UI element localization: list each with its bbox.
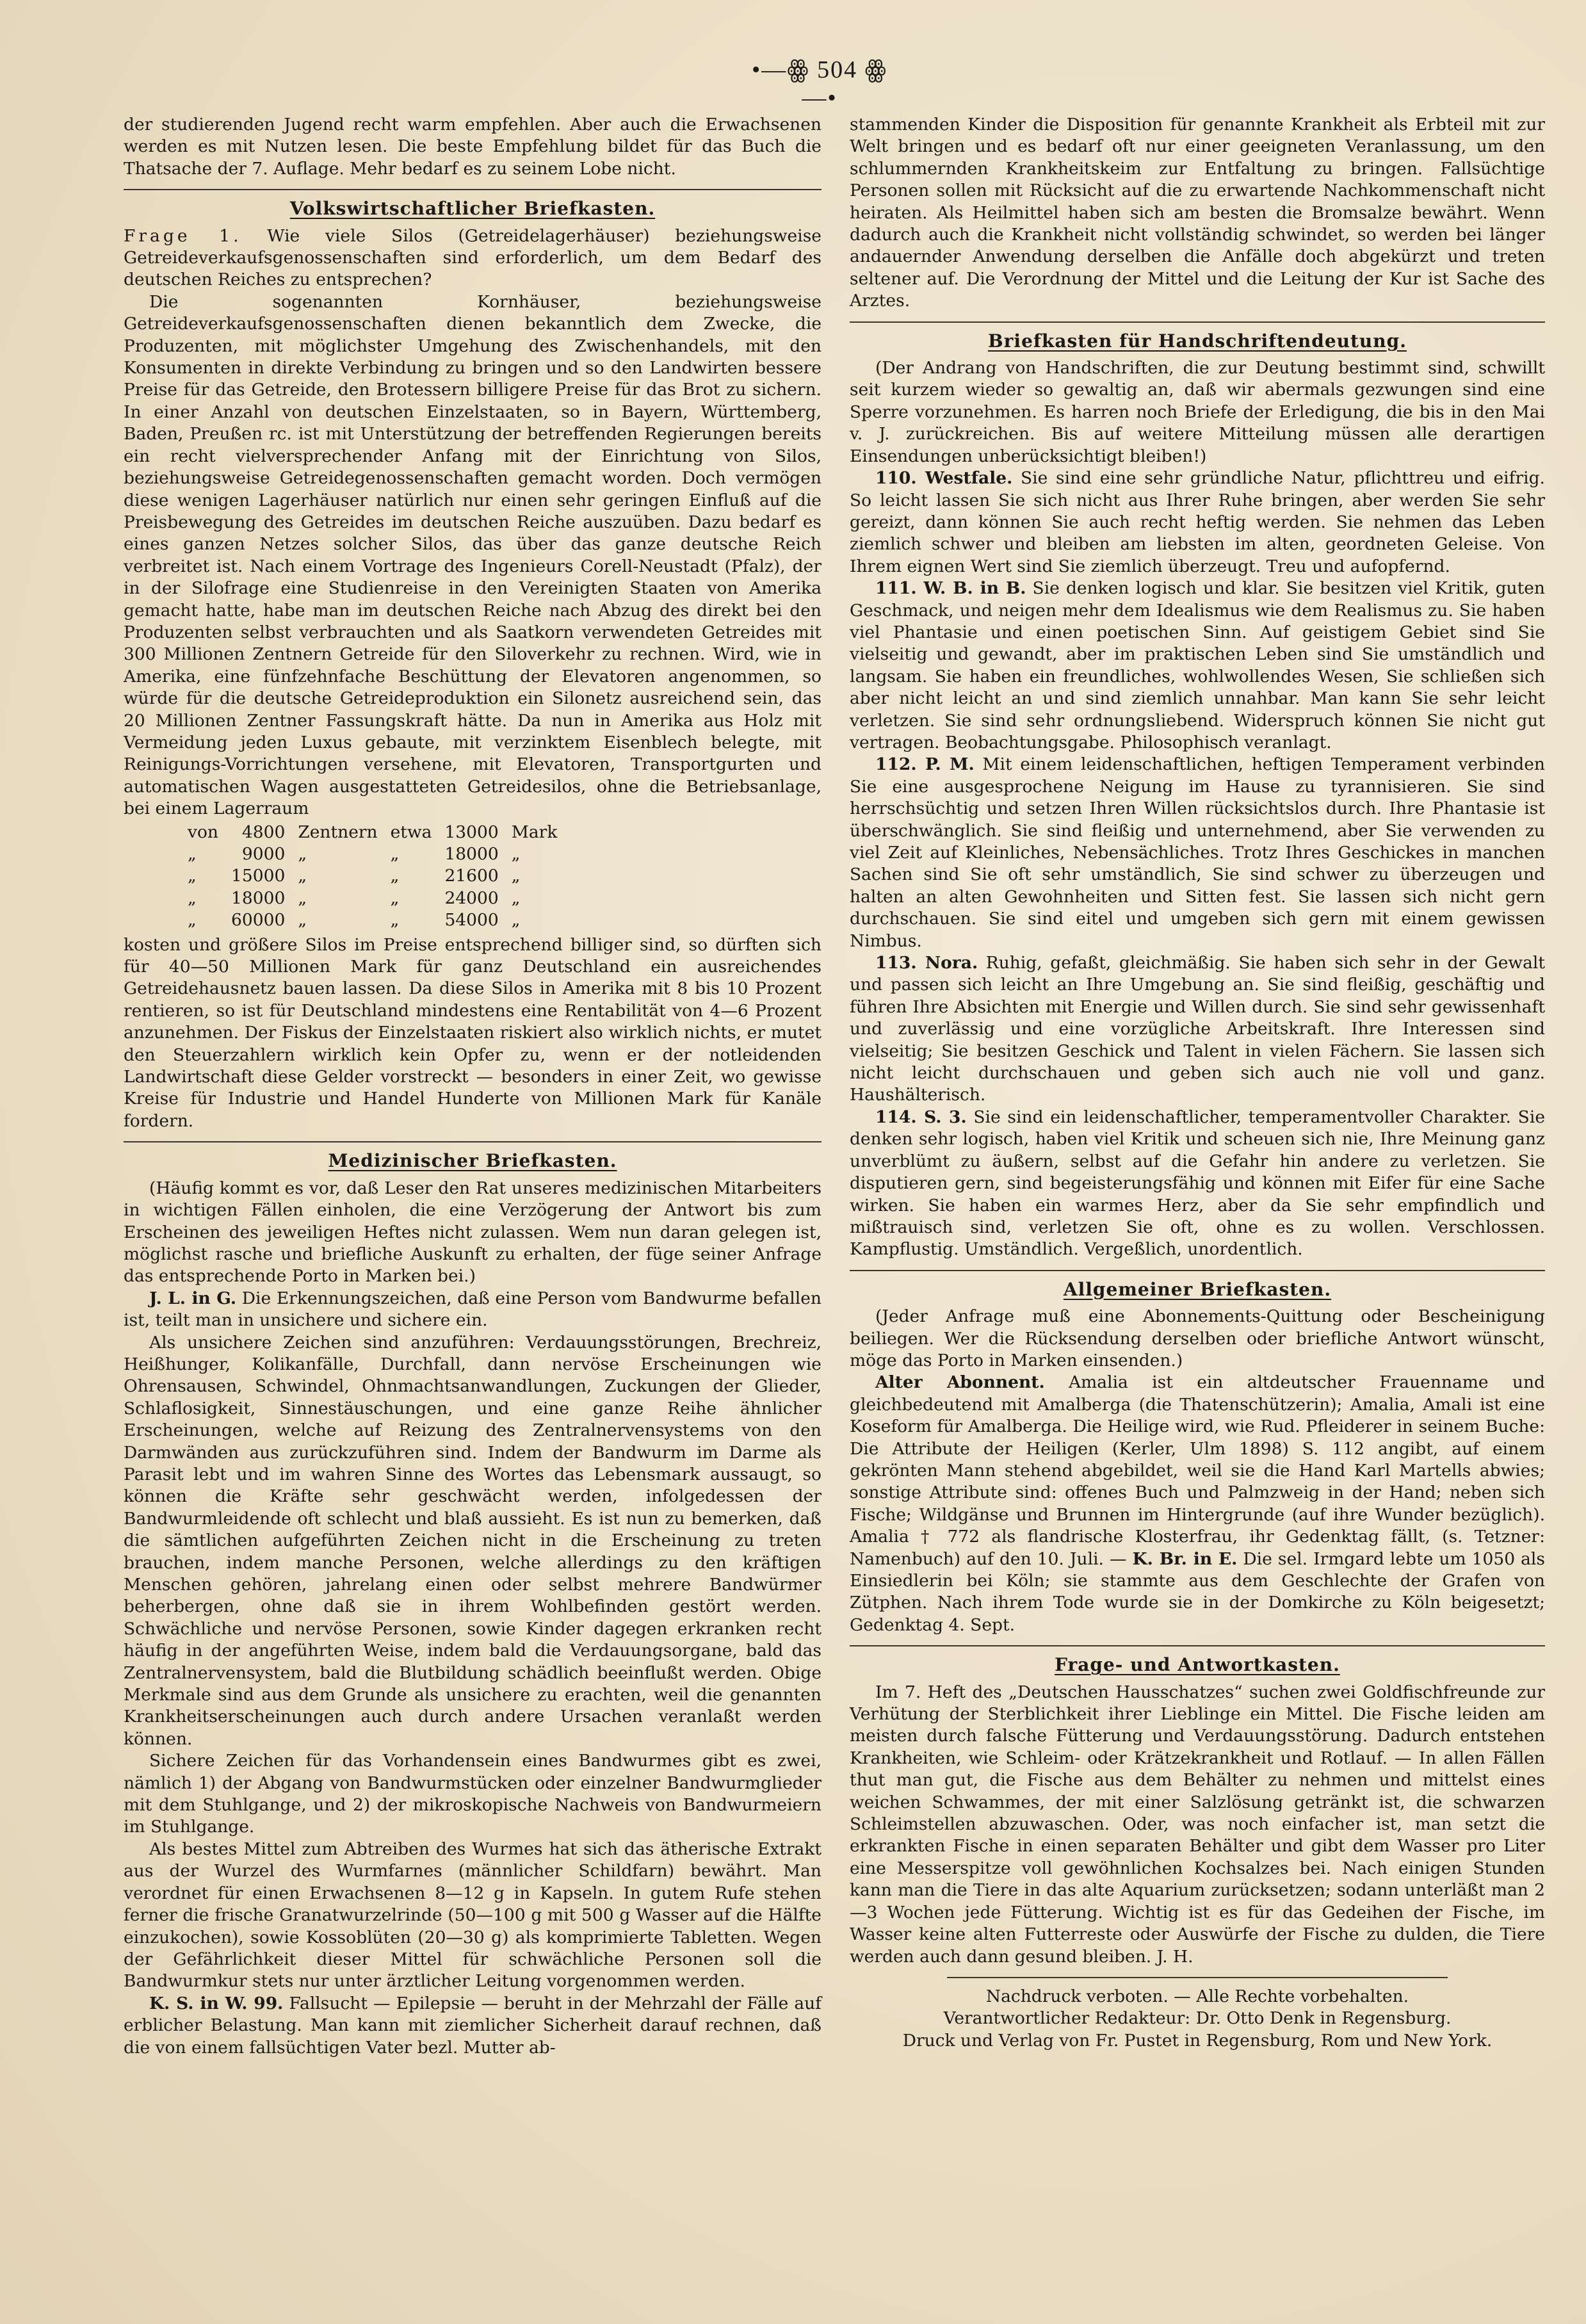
price-cell: von [188, 822, 218, 842]
entry-label: 113. Nora. [875, 953, 978, 973]
correspondent-label: Alter Abonnent. [875, 1372, 1045, 1393]
silo-price-table [181, 822, 563, 932]
price-cell: „ [188, 844, 197, 864]
price-cell: „ [298, 844, 307, 864]
price-cell: „ [298, 888, 307, 908]
section-divider [124, 1141, 821, 1142]
price-cell: 18000 [231, 888, 286, 908]
section-divider [850, 1270, 1545, 1271]
left-column [124, 114, 821, 2059]
entry-text: Ruhig, gefaßt, gleichmäßig. Sie haben sich sehr in der Gewalt und passen sich leicht an Ihre Umgebung an. Sie sind fleißig, geschäftig und führen Ihre Absichten mit Energie und Willen durch. Sie sind sehr gewissenhaft und zuverlässig und eine vorzügliche Arbeitskraft. Ihre Interessen sind vielseitig; Sie besitzen Geschick und Talent in vielen Fächern. Sie lassen sich nicht leicht durchschauen und geben sich auch nie voll und ganz. Haushälterisch. [850, 953, 1545, 1105]
price-cell: „ [188, 888, 197, 908]
correspondent-label-2: K. Br. in E. [1132, 1548, 1238, 1569]
price-cell: 15000 [231, 866, 286, 886]
price-cell: „ [390, 910, 400, 930]
question-text: Wie viele Silos (Getreidelagerhäuser) beziehungsweise Getreideverkaufsgenossenschaften sind erforderlich, um dem Bedarf des deutschen Reiches zu entsprechen? [124, 225, 821, 290]
page-number [749, 55, 890, 112]
correspondent-text: Amalia ist ein altdeutscher Frauenname und gleichbedeutend mit Amalberga (die Thatenschützerin); Amalia, Amali ist eine Koseform für Amalberga. Die Heilige wird, wie Rud. Pfleiderer in seinem Buche: Die Attribute der Heiligen (Kerler, Ulm 1898) S. 112 angibt, auf einem gekrönten Mann stehend abgebildet, weil sie die Hand Karl Martells abwies; sonstige Attribute sind: offenes Buch und Palmzweig in der Hand; neben sich Fische; Wildgänse und Brunnen im Hintergrunde (auf ihre Wunder bezüglich). Amalia † 772 als flandrische Klosterfrau, ihr Gedenktag fällt, (s. Tetzner: Namenbuch) auf den 10. Juli. — [850, 1372, 1545, 1569]
page-number-ornament-right: ꙮ—• [802, 56, 888, 111]
price-cell: „ [298, 910, 307, 930]
entry-label: 110. Westfale. [875, 468, 1013, 489]
section-title-volkswirtschaft: Volkswirtschaftlicher Briefkasten. [289, 198, 656, 220]
entry-text: Sie sind ein leidenschaftlicher, temperamentvoller Charakter. Sie denken sehr logisch, haben viel Kritik und scheuen sich nie, Ihre Meinung ganz unverblümt zu äußern, selbst auf die Gefahr hin andere zu verletzen. Sie disputieren gern, sind begeisterungsfähig und können mit Eifer für eine Sache wirken. Sie haben ein warmes Herz, aber da Sie sehr empfindlich und mißtrauisch sind, verletzen Sie oft, ohne es zu wollen. Verschlossen. Kampflustig. Umständlich. Vergeßlich, unordentlich. [850, 1107, 1545, 1260]
price-cell: 13000 [444, 822, 499, 842]
correspondent-text: Die Erkennungszeichen, daß eine Person vom Bandwurme befallen ist, teilt man in unsichere und sichere ein. [124, 1288, 821, 1331]
intro-paragraph: der studierenden Jugend recht warm empfehlen. Aber auch die Erwachsenen werden es mit Nutzen lesen. Die beste Empfehlung bildet für das Buch die Thatsache der 7. Auflage. Mehr bedarf es zu seinem Lobe nicht. [124, 115, 821, 179]
entry-label: 112. P. M. [875, 754, 975, 775]
medical-paragraph-sichere: Sichere Zeichen für das Vorhandensein eines Bandwurmes gibt es zwei, nämlich 1) der Abgang von Bandwurmstücken oder einzelner Bandwurmglieder mit dem Stuhlgange, und 2) der mikroskopische Nachweis von Bandwurmeiern im Stuhlgange. [124, 1751, 821, 1837]
correspondent-text: Fallsucht — Epilepsie — beruht in der Mehrzahl der Fälle auf erblicher Belastung. Man kann mit ziemlicher Sicherheit darauf rechnen, daß die von einem fallsüchtigen Vater bezl. Mutter ab- [124, 1993, 821, 2058]
general-notice: (Jeder Anfrage muß eine Abonnements-Quittung oder Bescheinigung beiliegen. Wer die Rücksendung derselben oder briefliche Antwort wünscht, möge das Porto in Marken einsenden.) [850, 1306, 1545, 1370]
price-row [181, 909, 563, 931]
price-cell: 21600 [444, 866, 499, 886]
entry-text: Sie denken logisch und klar. Sie besitzen viel Kritik, guten Geschmack, und neigen mehr dem Idealismus wie dem Realismus zu. Sie haben viel Phantasie und einen poetischen Sinn. Auf geistigem Gebiet sind Sie vielseitig und gewandt, aber im praktischen Leben sind Sie umständlich und langsam. Sie haben ein freundliches, wohlwollendes Wesen, Sie schließen sich aber nicht leicht an und sind ziemlich unnahbar. Man kann Sie sehr leicht verletzen. Sie sind sehr ordnungsliebend. Widerspruch können Sie nicht gut vertragen. Beobachtungsgabe. Philosophisch veranlagt. [850, 578, 1545, 752]
medical-notice: (Häufig kommt es vor, daß Leser den Rat unseres medizinischen Mitarbeiters in wichtigen Fällen einholen, die eine Verzögerung der Antwort bis zum Erscheinen des jeweiligen Heftes nicht zulassen. Wem nun daran gelegen ist, möglichst rasche und briefliche Auskunft zu erhalten, der füge seiner Anfrage das entsprechende Porto in Marken bei.) [124, 1178, 821, 1287]
handwriting-entry-111 [850, 578, 1545, 754]
section-title-frage-antwort: Frage- und Antwortkasten. [1055, 1654, 1340, 1676]
price-cell: 24000 [444, 888, 499, 908]
price-cell: Zentnern [298, 822, 378, 842]
price-cell: „ [511, 888, 521, 908]
price-cell: „ [188, 866, 197, 886]
imprint-publisher: Druck und Verlag von Fr. Pustet in Regensburg, Rom und New York. [902, 2030, 1493, 2051]
medical-paragraph-unsichere: Als unsichere Zeichen sind anzuführen: Verdauungsstörungen, Brechreiz, Heißhunger, Kolikanfälle, Durchfall, dann nervöse Erscheinungen wie Ohrensausen, Schwindel, Ohnmachtsanwandlungen, Zuckungen der Glieder, Schlaflosigkeit, Sinnestäuschungen, und eine ganze Reihe ähnlicher Erscheinungen, welche auf Reizung des Zentralnervensystems von den Darmwänden aus zurückzuführen sind. Indem der Bandwurm im Darme als Parasit lebt und im wahren Sinne des Wortes das Lebensmark aussaugt, so können die Kräfte sehr geschwächt werden, infolgedessen der Bandwurmleidende oft schlecht und blaß aussieht. Es ist nun zu bemerken, daß die sämtlichen aufgeführten Zeichen nicht in die Erscheinung zu treten brauchen, indem manche Personen, welche allerdings zu den kräftigen Menschen gehören, jahrelang einen oder selbst mehrere Bandwürmer beherbergen, ohne daß sie in ihrem Wohlbefinden gestört werden. Schwächliche und nervöse Personen, sowie Kinder dagegen erkranken recht häufig in der angeführten Weise, indem bald die Verdauungsorgane, bald das Zentralnervensystem, bald die Blutbildung schädlich beeinflußt werden. Obige Merkmale sind aus dem Grunde als unsichere zu erachten, weil die genannten Krankheitserscheinungen auch durch andere Ursachen veranlaßt werden können. [124, 1332, 821, 1749]
correspondent-text-2: Die sel. Irmgard lebte um 1050 als Einsiedlerin bei Köln; sie stammte aus dem Geschlechte der Grafen von Zütphen. Nach ihrem Tode wurde sie in der Domkirche zu Köln beigesetzt; Gedenktag 4. Sept. [850, 1548, 1546, 1635]
price-cell: „ [511, 844, 521, 864]
section-divider [850, 1645, 1545, 1646]
price-cell: 54000 [444, 910, 499, 930]
answer-paragraph: Die sogenannten Kornhäuser, beziehungsweise Getreideverkaufsgenossenschaften dienen bekanntlich dem Zwecke, die Produzenten, mit möglichster Umgehung des Zwischenhandels, mit den Konsumenten in direkte Verbindung zu bringen und so den Landwirten bessere Preise für das Getreide, den Brotessern billigere Preise für das Brot zu sichern. In einer Anzahl von deutschen Einzelstaaten, so in Bayern, Württemberg, Baden, Preußen rc. ist mit Unterstützung der betreffenden Regierungen bereits ein recht vielversprechender Anfang mit der Einrichtung von Silos, beziehungsweise Getreidegenossenschaften gemacht worden. Doch vermögen diese wenigen Lagerhäuser natürlich nur einen sehr geringen Einfluß auf die Preisbewegung des Getreides im deutschen Reiche auszuüben. Dazu bedarf es eines ganzen Netzes solcher Silos, das über das ganze deutsche Reich verbreitet ist. Nach einem Vortrage des Ingenieurs Corell-Neustadt (Pfalz), der in der Silofrage eine Studienreise in den Vereinigten Staaten von Amerika gemacht hatte, habe man im deutschen Reiche nach Abzug des direkt bei den Produzenten selbst verbrauchten und als Saatkorn verwendeten Getreides mit 300 Millionen Zentnern Getreide für den Siloverkehr zu rechnen. Wird, wie in Amerika, eine fünfzehnfache Beschüttung der Elevatoren angenommen, so würde für die deutsche Getreideproduktion ein Silonetz ausreichend sein, das 20 Millionen Zentner Fassungskraft hätte. Da nun in Amerika aus Holz mit Vermeidung jeden Luxus gebaute, mit verzinktem Eisenblech belegte, mit Reinigungs-Vorrichtungen versehene, mit Elevatoren, Transportgurten und automatischen Wagen ausgestatteten Getreidesilos, ohne die Betriebsanlage, bei einem Lagerraum [124, 291, 821, 819]
price-cell: „ [511, 910, 521, 930]
handwriting-notice: (Der Andrang von Handschriften, die zur Deutung bestimmt sind, schwillt seit kurzem wieder so gewaltig an, daß wir abermals gezwungen sind eine Sperre vorzunehmen. Es harren noch Briefe der Erledigung, die bis in den Mai v. J. zurückreichen. Bis auf weitere Mitteilung müssen alle derartigen Einsendungen unberücksichtigt bleiben!) [850, 358, 1545, 466]
price-cell: „ [390, 866, 400, 886]
general-answer [850, 1372, 1545, 1636]
price-row [181, 843, 563, 865]
price-row [181, 865, 563, 887]
entry-text: Mit einem leidenschaftlichen, heftigen Temperament verbinden Sie eine ausgesprochene Neigung im Hause zu tyrannisieren. Sie sind herrschsüchtig und setzen Ihren Willen rücksichtslos durch. Ihre Phantasie ist überschwänglich. Sie sind fleißig und unternehmend, aber Sie verwenden zu viel Zeit auf Kleinliches, Nebensächliches. Trotz Ihres Geschickes in manchen Sachen sind Sie oft sehr umständlich, Sie sind schwer zu überzeugen und halten an alten Gewohnheiten und Sitten fest. Sie lassen sich nicht gern durchschauen. Sie sind eitel und umgeben sich gern mit einem gewissen Nimbus. [850, 754, 1545, 951]
price-cell: „ [390, 888, 400, 908]
page-number-value: 504 [817, 56, 858, 83]
medical-answer-1 [124, 1288, 821, 1332]
qa-paragraph: Im 7. Heft des „Deutschen Hausschatzes“ suchen zwei Goldfischfreunde zur Verhütung der Sterblichkeit ihrer Lieblinge ein Mittel. Die Fische leiden am meisten durch falsche Fütterung und Verdauungsstörung. Dadurch entstehen Krankheiten, wie Schleim- oder Krätzekrankheit und Rotlauf. — In allen Fällen thut man gut, die Fische aus dem Behälter zu nehmen und mittelst eines weichen Schwammes, der mit einer Salzlösung getränkt ist, die schwarzen Schleimstellen abzuwaschen. Oder, was noch einfacher ist, man setzt die erkrankten Fische in einen separaten Behälter und gibt dem Wasser pro Liter eine Messerspitze voll gewöhnlichen Kochsalzes bei. Nach einigen Stunden kann man die Tiere in das alte Aquarium zurücksetzen; sodann unterläßt man 2—3 Wochen jede Fütterung. Wichtig ist es für das Gedeihen der Fische, im Wasser keine alten Futterreste oder Auswürfe der Fische zu dulden, die Tiere werden auch dann gesund bleiben. J. H. [850, 1682, 1545, 1967]
section-divider [124, 189, 821, 190]
question-label: Frage 1. [124, 225, 242, 246]
price-cell: „ [511, 866, 521, 886]
medical-paragraph-mittel: Als bestes Mittel zum Abtreiben des Wurmes hat sich das ätherische Extrakt aus der Wurzel des Wurmfarnes (männlicher Schildfarn) bewährt. Man verordnet für einen Erwachsenen 8—12 g in Kapseln. In gutem Rufe stehen ferner die frische Granatwurzelrinde (50—100 g mit 500 g Wasser auf die Hälfte einzukochen), sowie Kossoblüten (20—30 g) als komprimierte Tabletten. Wegen der Gefährlichkeit dieser Mittel für schwächliche Personen soll die Bandwurmkur stets nur unter ärztlicher Leitung vorgenommen werden. [124, 1839, 821, 1992]
price-row [181, 888, 563, 909]
entry-label: 114. S. 3. [875, 1107, 967, 1127]
answer-conclusion: kosten und größere Silos im Preise entsprechend billiger sind, so dürften sich für 40—50 Millionen Mark für ganz Deutschland ein ausreichendes Getreidehausnetz bauen lassen. Da diese Silos in Amerika mit 8 bis 10 Prozent rentieren, so ist für Deutschland mindestens eine Rentabilität von 4—6 Prozent anzunehmen. Der Fiskus der Einzelstaaten riskiert also wirklich nichts, er mutet den Steuerzahlern wirklich kein Opfer zu, wenn er der notleidenden Landwirtschaft diese Gelder vorstreckt — besonders in einer Zeit, wo gewisse Kreise für Industrie und Handel Hunderte von Millionen Mark für Kanäle fordern. [124, 934, 821, 1131]
handwriting-entry-113 [850, 952, 1545, 1107]
price-cell: 9000 [241, 844, 286, 864]
imprint [850, 1986, 1545, 2052]
handwriting-entry-112 [850, 754, 1545, 952]
footer-divider [947, 1977, 1448, 1978]
section-title-medizin: Medizinischer Briefkasten. [328, 1150, 617, 1172]
section-title-allgemein: Allgemeiner Briefkasten. [1063, 1278, 1332, 1300]
price-cell: etwa [390, 822, 432, 842]
price-cell: Mark [511, 822, 558, 842]
medical-answer-2 [124, 1993, 821, 2059]
price-cell: „ [390, 844, 400, 864]
section-title-handschrift: Briefkasten für Handschriftendeutung. [988, 330, 1407, 352]
page-number-ornament-left: •—ꙮ [751, 56, 810, 83]
imprint-editor: Verantwortlicher Redakteur: Dr. Otto Denk in Regensburg. [943, 2008, 1452, 2029]
handwriting-entry-110 [850, 467, 1545, 578]
handwriting-entry-114 [850, 1107, 1545, 1261]
question-paragraph [124, 225, 821, 291]
price-cell: „ [298, 866, 307, 886]
right-column [850, 114, 1545, 2052]
price-cell: 60000 [231, 910, 286, 930]
section-divider [850, 321, 1545, 323]
price-cell: 18000 [444, 844, 499, 864]
entry-text: Sie sind eine sehr gründliche Natur, pflichttreu und eifrig. So leicht lassen Sie sich nicht aus Ihrer Ruhe bringen, aber werden Sie sehr gereizt, dann können Sie auch recht heftig werden. Sie nehmen das Leben ziemlich schwer und bleiben am liebsten im alten, geordneten Geleise. Von Ihrem eignen Wert sind Sie ziemlich überzeugt. Treu und aufopfernd. [850, 468, 1545, 576]
price-row [181, 822, 563, 843]
entry-label: 111. W. B. in B. [875, 578, 1026, 599]
medical-continuation: stammenden Kinder die Disposition für genannte Krankheit als Erbteil mit zur Welt bringen und es bedarf oft nur einer geeigneten Veranlassung, um den schlummernden Krankheitskeim zur Entfaltung zu bringen. Fallsüchtige Personen sollen mit Rücksicht auf die zu erwartende Nachkommenschaft nicht heiraten. Als Heilmittel haben sich am besten die Bromsalze bewährt. Wenn dadurch auch die Krankheit nicht vollständig schwindet, so werden bei länger andauernder Anwendung derselben die Anfälle doch abgekürzt und treten seltener auf. Die Verordnung der Mittel und die Leitung der Kur ist Sache des Arztes. [850, 115, 1545, 311]
correspondent-label: K. S. in W. 99. [149, 1993, 284, 2013]
imprint-copyright: Nachdruck verboten. — Alle Rechte vorbehalten. [985, 1986, 1409, 2006]
price-cell: „ [188, 910, 197, 930]
price-cell: 4800 [241, 822, 286, 842]
correspondent-label: J. L. in G. [149, 1288, 237, 1308]
